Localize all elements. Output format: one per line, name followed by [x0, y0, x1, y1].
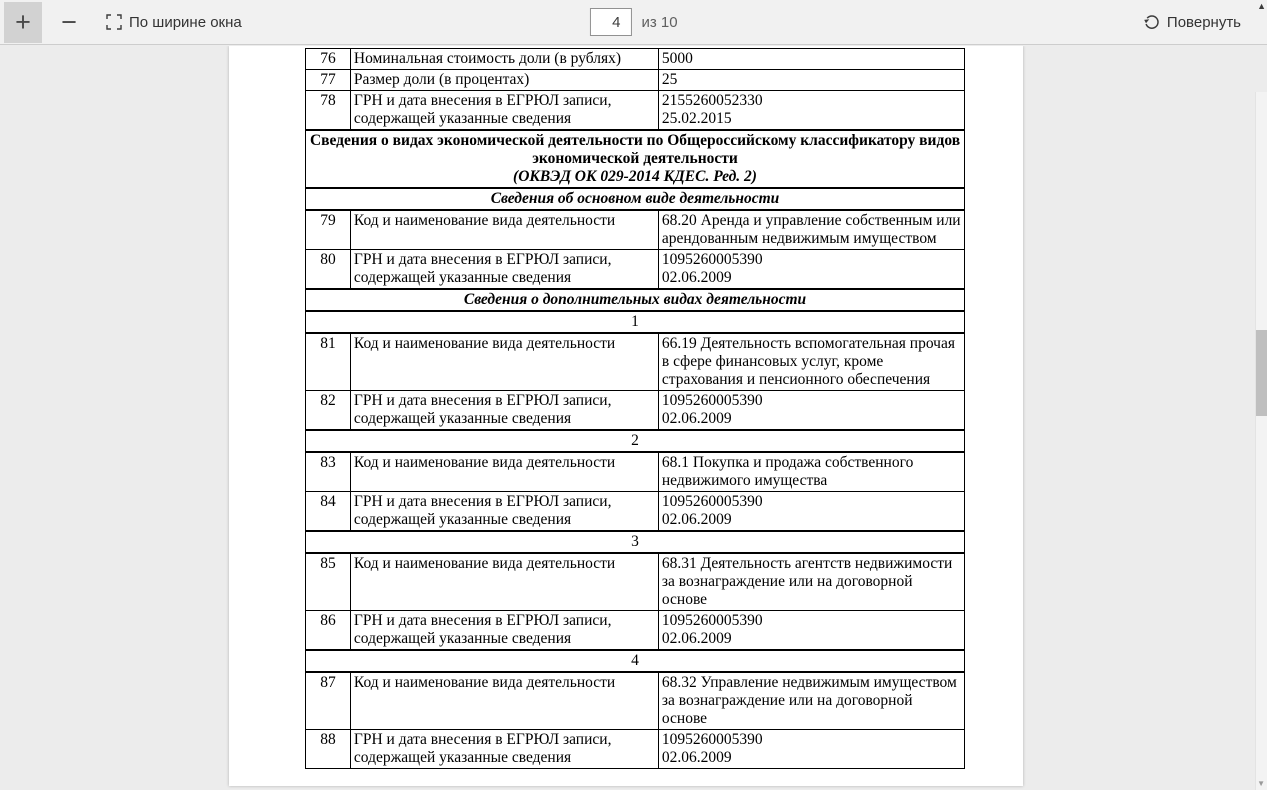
- table-row: [306, 289, 965, 311]
- triangle-down-icon[interactable]: ▼: [1257, 779, 1265, 788]
- row-label-cell: Размер доли (в процентах): [350, 70, 658, 91]
- plus-icon: +: [15, 6, 31, 37]
- row-value-cell: 5000: [658, 49, 964, 70]
- table-row: [306, 210, 965, 250]
- row-label-cell: Код и наименование вида деятельности: [350, 553, 658, 611]
- row-number-cell: 77: [306, 70, 351, 91]
- row-number-cell: 78: [306, 91, 351, 131]
- table-row: [306, 452, 965, 492]
- row-label-cell: ГРН и дата внесения в ЕГРЮЛ записи, содержащей указанные сведения: [350, 492, 658, 532]
- row-number-cell: 82: [306, 391, 351, 431]
- table-row: [306, 672, 965, 730]
- table-row: [306, 333, 965, 391]
- table-row: [306, 188, 965, 210]
- row-label-cell: ГРН и дата внесения в ЕГРЮЛ записи, содержащей указанные сведения: [350, 730, 658, 769]
- item-number-cell: 4: [306, 650, 965, 672]
- table-row: [306, 650, 965, 672]
- row-value-cell: 25: [658, 70, 964, 91]
- corner-brackets-icon: [106, 14, 122, 30]
- egrul-table: [305, 48, 965, 769]
- item-number-cell: 1: [306, 311, 965, 333]
- row-value-cell: 1095260005390 02.06.2009: [658, 611, 964, 651]
- table-row: [306, 311, 965, 333]
- table-row: [306, 250, 965, 290]
- row-label-cell: Код и наименование вида деятельности: [350, 210, 658, 250]
- table-row: [306, 70, 965, 91]
- minus-icon: −: [61, 6, 77, 37]
- fit-width-label: По ширине окна: [129, 13, 242, 31]
- table-row: [306, 492, 965, 532]
- rotate-button[interactable]: [1143, 14, 1241, 31]
- row-value-cell: 66.19 Деятельность вспомогательная прочая в сфере финансовых услуг, кроме страхования и пенсионного обеспечения: [658, 333, 964, 391]
- zoom-in-button[interactable]: [4, 2, 42, 43]
- row-value-cell: 68.1 Покупка и продажа собственного недвижимого имущества: [658, 452, 964, 492]
- table-row: [306, 49, 965, 70]
- row-number-cell: 83: [306, 452, 351, 492]
- table-row: [306, 531, 965, 553]
- page-number-input[interactable]: [589, 8, 631, 36]
- page-navigation: [589, 8, 677, 36]
- row-number-cell: 81: [306, 333, 351, 391]
- subsection-header-cell: Сведения о дополнительных видах деятельности: [306, 289, 965, 311]
- row-value-cell: 68.32 Управление недвижимым имуществом за вознаграждение или на договорной основе: [658, 672, 964, 730]
- row-label-cell: Номинальная стоимость доли (в рублях): [350, 49, 658, 70]
- vertical-scrollbar[interactable]: [1255, 92, 1267, 790]
- row-value-cell: 1095260005390 02.06.2009: [658, 730, 964, 769]
- scrollbar-thumb[interactable]: [1256, 330, 1267, 416]
- pdf-page: [229, 46, 1023, 786]
- rotate-label: Повернуть: [1166, 13, 1241, 31]
- table-row: [306, 611, 965, 651]
- item-number-cell: 2: [306, 430, 965, 452]
- row-value-cell: 68.20 Аренда и управление собственным или арендованным недвижимым имуществом: [658, 210, 964, 250]
- fit-width-button[interactable]: [106, 14, 242, 31]
- row-number-cell: 86: [306, 611, 351, 651]
- item-number-cell: 3: [306, 531, 965, 553]
- table-row: [306, 130, 965, 188]
- row-value-cell: 1095260005390 02.06.2009: [658, 391, 964, 431]
- table-row: [306, 730, 965, 769]
- page-count-label: из 10: [641, 13, 678, 31]
- table-row: [306, 553, 965, 611]
- row-value-cell: 2155260052330 25.02.2015: [658, 91, 964, 131]
- row-value-cell: 1095260005390 02.06.2009: [658, 250, 964, 290]
- section-header-cell: Сведения о видах экономической деятельности по Общероссийскому классификатору видов экономической деятельности (ОКВЭД ОК 029-2014 КДЕС. Ред. 2): [306, 130, 965, 188]
- row-number-cell: 80: [306, 250, 351, 290]
- pdf-toolbar: [0, 0, 1267, 45]
- zoom-out-button[interactable]: [50, 2, 88, 43]
- row-number-cell: 87: [306, 672, 351, 730]
- row-value-cell: 68.31 Деятельность агентств недвижимости за вознаграждение или на договорной основе: [658, 553, 964, 611]
- document-viewport: [0, 46, 1267, 790]
- reg-table-body: [306, 49, 965, 769]
- row-label-cell: Код и наименование вида деятельности: [350, 452, 658, 492]
- row-label-cell: ГРН и дата внесения в ЕГРЮЛ записи, содержащей указанные сведения: [350, 391, 658, 431]
- row-label-cell: ГРН и дата внесения в ЕГРЮЛ записи, содержащей указанные сведения: [350, 91, 658, 131]
- row-number-cell: 88: [306, 730, 351, 769]
- table-row: [306, 391, 965, 431]
- row-number-cell: 84: [306, 492, 351, 532]
- row-number-cell: 76: [306, 49, 351, 70]
- row-label-cell: ГРН и дата внесения в ЕГРЮЛ записи, содержащей указанные сведения: [350, 250, 658, 290]
- row-value-cell: 1095260005390 02.06.2009: [658, 492, 964, 532]
- table-row: [306, 91, 965, 131]
- row-label-cell: Код и наименование вида деятельности: [350, 672, 658, 730]
- rotate-ccw-arrow-icon: [1143, 14, 1160, 31]
- subsection-header-cell: Сведения об основном виде деятельности: [306, 188, 965, 210]
- triangle-up-icon[interactable]: ▲: [1257, 1, 1266, 11]
- row-label-cell: Код и наименование вида деятельности: [350, 333, 658, 391]
- row-label-cell: ГРН и дата внесения в ЕГРЮЛ записи, содержащей указанные сведения: [350, 611, 658, 651]
- row-number-cell: 79: [306, 210, 351, 250]
- table-row: [306, 430, 965, 452]
- row-number-cell: 85: [306, 553, 351, 611]
